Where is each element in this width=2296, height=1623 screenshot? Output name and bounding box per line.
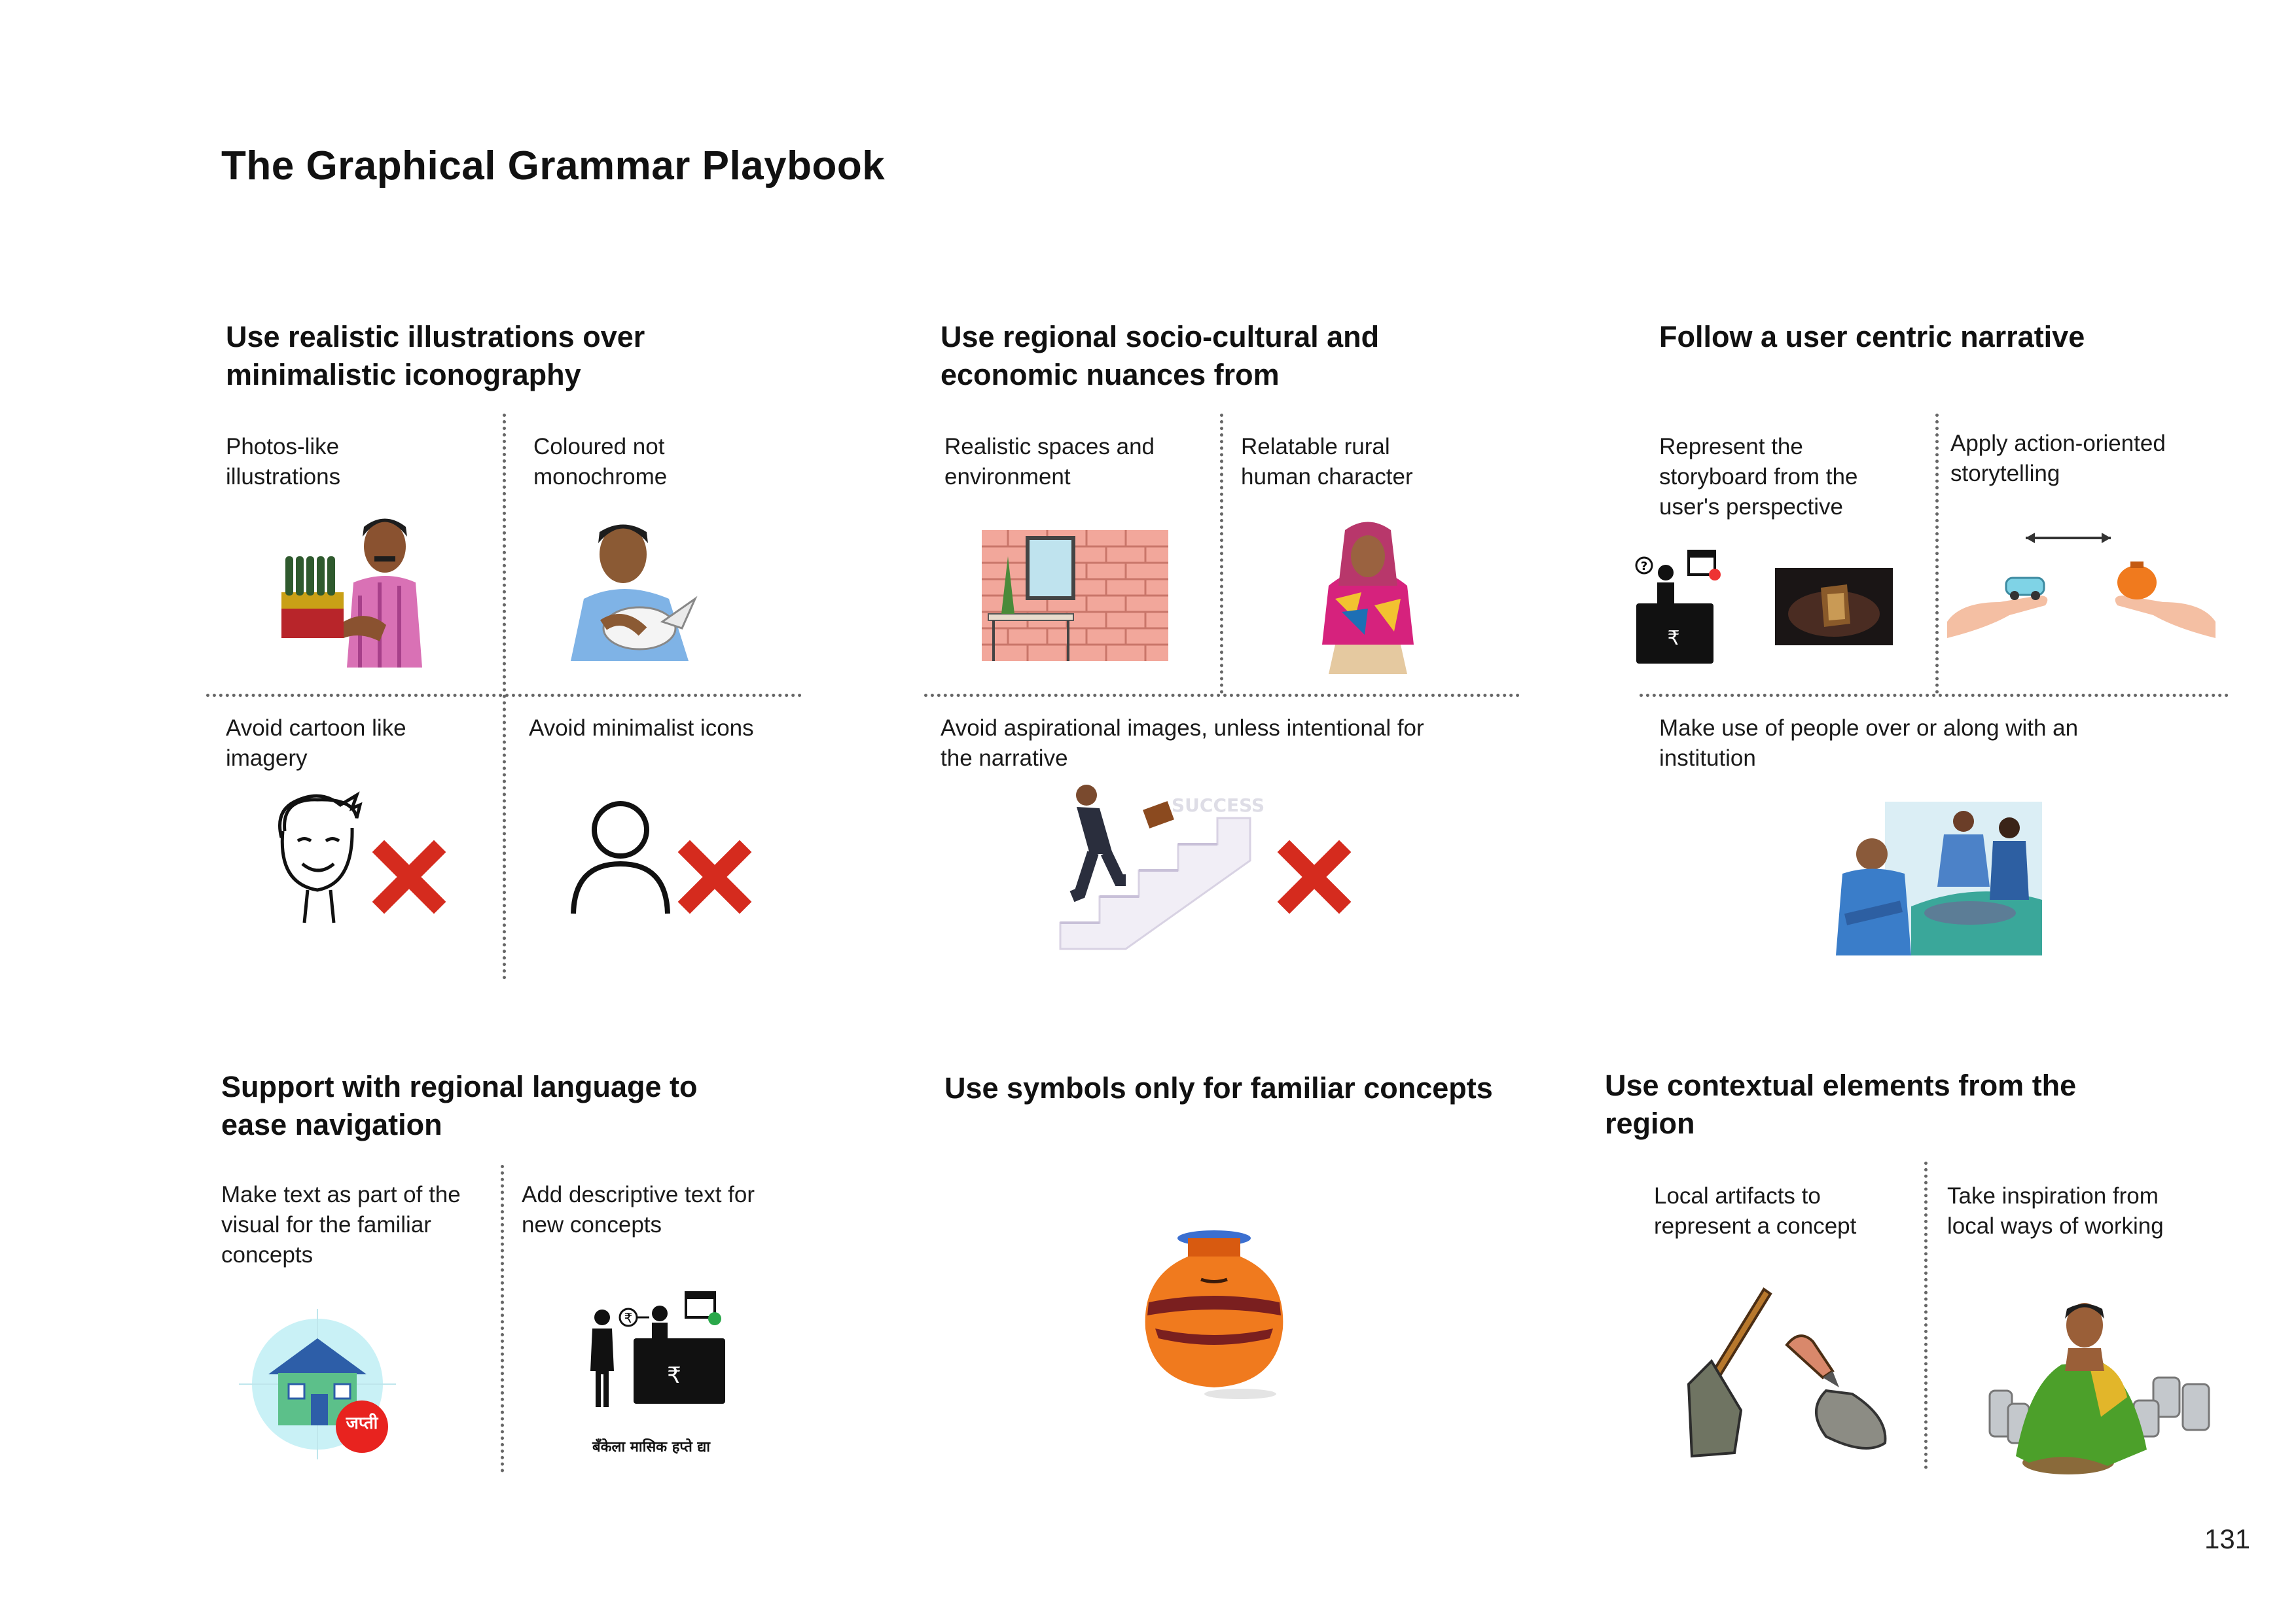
- bank-desk-icon: [1636, 550, 1721, 668]
- illustration-rural-woman: [1316, 520, 1420, 674]
- illustration-farm-tools: [1676, 1286, 1892, 1463]
- svg-text:₹: ₹: [1667, 627, 1680, 650]
- section-heading-contextual: Use contextual elements from the region: [1605, 1069, 2077, 1140]
- divider-vertical: [1220, 414, 1223, 694]
- divider-vertical: [1935, 414, 1939, 694]
- caption-descriptive-text: Add descriptive text for new concepts: [522, 1182, 755, 1238]
- caption-marathi: बँकेला मासिक हप्ते द्या: [592, 1439, 710, 1455]
- caption-action-oriented: Apply action-oriented storytelling: [1950, 431, 2166, 486]
- section-heading-language: Support with regional language to ease navigation: [221, 1070, 698, 1141]
- caption-relatable-rural: Relatable rural human character: [1241, 434, 1413, 490]
- svg-text:₹: ₹: [624, 1310, 633, 1326]
- caption-coloured: Coloured not monochrome: [533, 434, 668, 490]
- caption-avoid-aspirational: Avoid aspirational images, unless intentional for the narrative: [941, 715, 1424, 771]
- caption-local-artifacts: Local artifacts to represent a concept: [1654, 1183, 1857, 1239]
- illustration-brick-wall-room: [982, 530, 1168, 661]
- section-heading-symbols: Use symbols only for familiar concepts: [944, 1071, 1493, 1105]
- illustration-man-with-bottles: [281, 510, 432, 668]
- svg-text:SUCCESS: SUCCESS: [1172, 794, 1265, 816]
- illustration-house-seized: [232, 1309, 403, 1459]
- illustration-exchange-hands: [1947, 524, 2215, 654]
- section-heading-narrative: Follow a user centric narrative: [1659, 320, 2085, 353]
- page-title: The Graphical Grammar Playbook: [221, 143, 886, 188]
- pot-icon: [1142, 1230, 1299, 1400]
- seal-badge-text: जप्ती: [346, 1414, 378, 1433]
- illustration-woman-working: [1990, 1286, 2219, 1482]
- illustration-success-stairs: [1054, 782, 1265, 949]
- divider-vertical: [501, 1165, 504, 1472]
- bank-payment-icon: [576, 1293, 726, 1417]
- section-heading-realistic: Use realistic illustrations over minimalistic iconography: [226, 320, 645, 391]
- caption-local-ways: Take inspiration from local ways of working: [1947, 1183, 2164, 1239]
- svg-text:₹: ₹: [667, 1363, 681, 1389]
- divider-horizontal: [924, 694, 1520, 697]
- divider-horizontal: [206, 694, 802, 697]
- cross-icon: [1282, 844, 1347, 910]
- section-heading-regional: Use regional socio-cultural and economic nuances from: [941, 320, 1380, 391]
- page-number: 131: [2204, 1524, 2251, 1554]
- cross-icon: [376, 844, 442, 910]
- caption-text-in-visual: Make text as part of the visual for the familiar concepts: [221, 1182, 461, 1268]
- person-icon: [568, 798, 673, 916]
- caption-realistic-spaces: Realistic spaces and environment: [944, 434, 1155, 490]
- divider-horizontal: [1640, 694, 2229, 697]
- caption-avoid-cartoon: Avoid cartoon like imagery: [226, 715, 406, 771]
- caption-photos-like: Photos-like illustrations: [226, 434, 341, 490]
- illustration-man-with-bird: [564, 514, 708, 661]
- illustration-clinic-people: [1833, 802, 2042, 955]
- caption-storyboard-perspective: Represent the storyboard from the user's perspective: [1659, 434, 1858, 520]
- photo-hands-wallet: [1775, 568, 1893, 645]
- divider-vertical: [1924, 1162, 1928, 1469]
- cross-icon: [682, 844, 747, 910]
- svg-text:?: ?: [1640, 560, 1648, 573]
- caption-avoid-minimal-icons: Avoid minimalist icons: [529, 715, 754, 741]
- cartoon-face-icon: [268, 792, 367, 923]
- caption-people-over-institution: Make use of people over or along with an institution: [1659, 715, 2079, 771]
